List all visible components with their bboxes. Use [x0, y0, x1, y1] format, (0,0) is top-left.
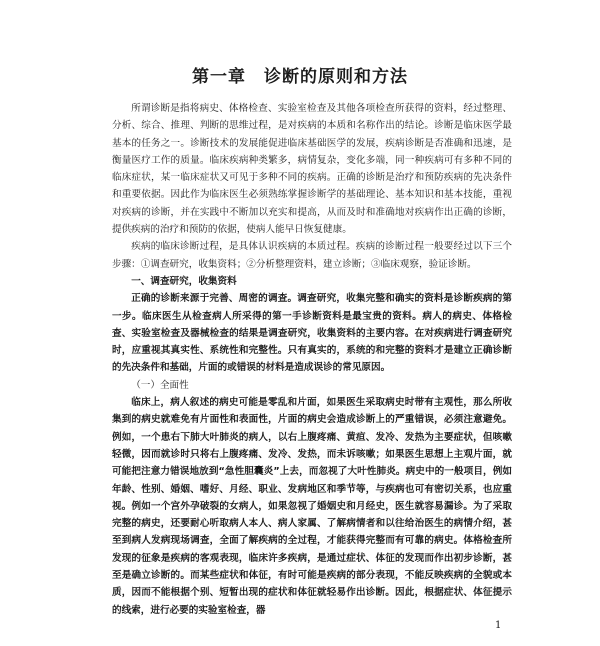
paragraph-comprehensive: 临床上，病人叙述的病史可能是零乱和片面，如果医生采取病史时带有主观性，那么所收集到的病史就难免有片面性和表面性，片面的病史会造成诊断上的严重错误，必须注意避免。例如，一个患右下肺大叶肺炎的病人，以右上腹疼痛、黄疸、发冷、发热为主要症状，但咳嗽轻微，因而就诊时只将右上腹疼痛、发冷、发热，而未诉咳嗽；如果医生思想上主观片面，就可能把注意力错误地放到“急性胆囊炎”上去，而忽视了大叶性肺炎。病史中的一般项目，例如年龄、性别、婚姻、嗜好、月经、职业、发病地区和季节等，与疾病也可有密切关系，也应重视。例如一个宫外孕破裂的女病人，如果忽视了婚姻史和月经史，医生就容易漏诊。为了采取完整的病史，还要耐心听取病人本人、病人家属、了解病情者和以往给治医生的病情介绍，甚至到病人发病现场调查，全面了解疾病的全过程，才能获得完整而有可靠的病史。体格检查所发现的征象是疾病的客观表现，临床许多疾病，是通过症状、体征的发现而作出初步诊断，甚至是确立诊断的。而某些症状和体征，有时可能是疾病的部分表现，不能反映疾病的全貌或本质，因而不能根据个别、短暂出现的症状和体征就轻易作出诊断。因此，根据症状、体征提示的线索，进行必要的实验室检查，器 — [112, 397, 512, 616]
body-text — [112, 100, 512, 619]
paragraph-investigation: 正确的诊断来源于完善、周密的调查。调查研究，收集完整和确实的资料是诊断疾病的第一步。临床医生从检查病人所采得的第一手诊断资料是最宝贵的资料。病人的病史、体格检查、实验室检查及器械检查的结果是调查研究，收集资料的主要内容。在对疾病进行调查研究时，应重视其真实性、系统性和完整性。只有真实的，系统的和完整的资料才是建立正确诊断的先决条件和基础，片面的或错误的材料是造成误诊的常见原因。 — [112, 293, 512, 374]
paragraph-steps: 疾病的临床诊断过程，是具体认识疾病的本质过程。疾病的诊断过程一般要经过以下三个步骤：①调查研究，收集资料；②分析整理资料，建立诊断；③临床观察，验证诊断。 — [112, 241, 512, 270]
section-heading-investigation: 一、调查研究，收集资料 — [131, 275, 237, 287]
chapter-title: 第一章 诊断的原则和方法 — [192, 67, 408, 87]
page-number: 1 — [495, 620, 502, 631]
subsection-heading-comprehensive: （一）全面性 — [131, 379, 189, 391]
paragraph-intro: 所谓诊断是指将病史、体格检查、实验室检查及其他各项检查所获得的资料，经过整理、分析、综合、推理、判断的思维过程，是对疾病的本质和名称作出的结论。诊断是临床医学最基本的任务之一。诊断技术的发展能促进临床基础医学的发展，疾病诊断是否准确和迅速，是衡量医疗工作的质量。临床疾病种类繁多，病情复杂，变化多端，同一种疾病可有多种不同的临床症状，某一临床症状又可见于多种不同的疾病。正确的诊断是治疗和预防疾病的先决条件和重要依据。因此作为临床医生必须熟练掌握诊断学的基础理论、基本知识和基本技能，重视对疾病的诊断，并在实践中不断加以充实和提高，从而及时和准确地对疾病作出正确的诊断，提供疾病的治疗和预防的依据，使病人能早日恢复健康。 — [112, 103, 512, 236]
